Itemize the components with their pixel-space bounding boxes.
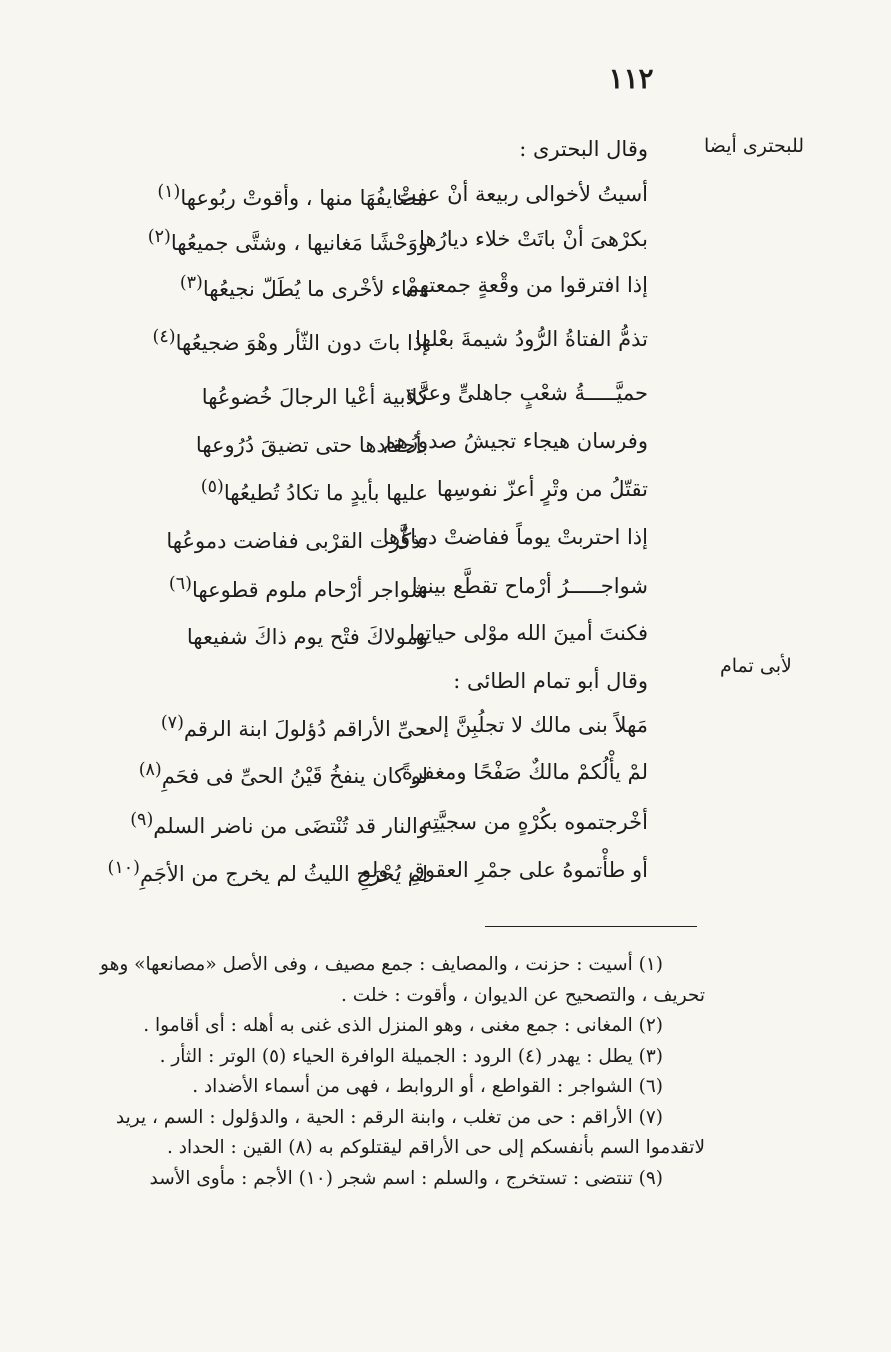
footnote-marker: (٤) xyxy=(152,327,176,347)
verse-second-hemistich: شواجر أرْحام ملوم قطوعها$^{(٦)}$ xyxy=(168,574,428,602)
verse-second-hemistich: والنار قد تُنْتضَى من ناضر السلم$^{(٩)}$ xyxy=(130,810,428,838)
verse-first-hemistich: تقتّلُ من وتْرٍ أعزّ نفوسِها xyxy=(436,477,648,501)
footnote-marker: (٩) xyxy=(130,810,154,830)
verse-second-hemistich: دماء لأخْرى ما يُطَلّ نجيعُها$^{(٣)}$ xyxy=(179,273,428,301)
verse-first-hemistich: حميَّـــــةُ شعْبٍ جاهلىٍّ وعزَّة xyxy=(405,381,648,405)
verse-line xyxy=(0,381,891,421)
footnote-marker: (٢) xyxy=(147,227,171,247)
verse-second-hemistich: عليها بأيدٍ ما تكادُ تُطيعُها$^{(٥)}$ xyxy=(200,477,428,505)
verse-line xyxy=(0,858,891,898)
verse-line xyxy=(0,429,891,469)
verse-second-hemistich: بأحقادها حتى تضيقَ دُرُوعها xyxy=(195,433,428,457)
side-note-abu-tammam: لأبى تمام xyxy=(720,655,792,677)
verse-line xyxy=(0,713,891,753)
verse-second-hemistich: إذا باتَ دون الثّأر وهْوَ ضجيعُها$^{(٤)}$ xyxy=(152,327,428,355)
footnote-line: (٧) الأراقم : حى من تغلب ، وابنة الرقم : الحية ، والدؤلول : السم ، يريد xyxy=(115,1106,663,1128)
verse-line xyxy=(0,477,891,517)
intro-buhturi: وقال البحترى : xyxy=(519,137,648,161)
verse-second-hemistich: لو كان ينفخُ قَيْنُ الحىِّ فى فحَمِ$^{(٨)}$ xyxy=(138,760,428,788)
verse-first-hemistich: إذا احتربتْ يوماً ففاضتْ دماؤُها xyxy=(382,525,648,549)
page-number: ١١٢ xyxy=(608,62,654,95)
verse-first-hemistich: لمْ يأْلُكمْ مالكٌ صَفْحًا ومغفرةً xyxy=(401,760,648,784)
footnote-line: (٩) تنتضى : تستخرج ، والسلم : اسم شجر (١٠) الأجم : مأوى الأسد xyxy=(149,1167,663,1189)
verse-second-hemistich: ووَحْشًا مَغانيها ، وشتَّى جميعُها$^{(٢)}$ xyxy=(147,227,428,255)
footnotes xyxy=(60,950,705,1194)
verse-second-hemistich: تذكَّرت القرْبى ففاضت دموعُها xyxy=(166,529,428,553)
footnote-line: لاتقدموا السم بأنفسكم إلى حى الأراقم ليقتلوكم به (٨) القين : الحداد . xyxy=(167,1137,705,1158)
verse-line xyxy=(0,574,891,614)
verse-first-hemistich: بكرْهىَ أنْ باتَتْ خلاء ديارُها xyxy=(419,227,648,251)
footnote-line: تحريف ، والتصحيح عن الديوان ، وأقوت : خلت . xyxy=(340,984,705,1006)
verse-second-hemistich: لم يُحْرَجِ الليثُ لم يخرج من الأجَمِ$^{(١٠)}$ xyxy=(107,858,428,886)
footnote-marker: (٧) xyxy=(160,713,184,733)
verse-second-hemistich: ومولاكَ فتْح يوم ذاكَ شفيعها xyxy=(186,625,428,649)
verse-line xyxy=(0,327,891,367)
verse-line xyxy=(0,182,891,222)
intro-abu-tammam: وقال أبو تمام الطائى : xyxy=(453,669,648,693)
verse-line xyxy=(0,810,891,850)
verse-line xyxy=(0,760,891,800)
verse-second-hemistich: مَصَايفُهَا منها ، وأقوتْ ربُوعها$^{(١)}$ xyxy=(157,182,428,210)
verse-first-hemistich: إذا افترقوا من وقْعةٍ جمعتهمْ xyxy=(405,273,648,297)
footnote-marker: (٦) xyxy=(168,574,192,594)
verse-first-hemistich: تذمُّ الفتاةُ الرُّودُ شيمةَ بعْلها xyxy=(415,327,648,351)
footnote-marker: (٨) xyxy=(138,760,162,780)
verse-first-hemistich: فكنتَ أمينَ الله موْلى حياتِها xyxy=(409,621,648,645)
verse-second-hemistich: حىِّ الأراقم دُؤلولَ ابنة الرقم$^{(٧)}$ xyxy=(160,713,428,741)
footnote-divider xyxy=(485,926,697,927)
footnote-line: (٣) يطل : يهدر (٤) الرود : الجميلة الوافرة الحياء (٥) الوتر : الثأر . xyxy=(159,1045,663,1067)
footnote-marker: (٣) xyxy=(179,273,203,293)
footnote-marker: (١٠) xyxy=(107,858,140,878)
footnote-line: (١) أسيت : حزنت ، والمصايف : جمع مصيف ، وفى الأصل «مصانعها» وهو xyxy=(100,954,663,975)
verse-first-hemistich: أسيتُ لأخوالى ربيعة أنْ عفتْ xyxy=(396,182,648,206)
verse-line xyxy=(0,227,891,267)
side-note-buhturi: للبحترى أيضا xyxy=(704,135,805,157)
footnote-marker: (٥) xyxy=(200,477,224,497)
footnote-marker: (١) xyxy=(157,182,181,202)
verse-line xyxy=(0,273,891,313)
footnote-line: (٢) المغانى : جمع مغنى ، وهو المنزل الذى غنى به أهله : أى أقاموا . xyxy=(143,1015,663,1036)
verse-first-hemistich: شواجـــــرُ أرْماح تقطَّع بينها xyxy=(411,574,648,598)
verse-line xyxy=(0,525,891,565)
footnote-line: (٦) الشواجر : القواطع ، أو الروابط ، فهى من أسماء الأضداد . xyxy=(192,1076,663,1097)
verse-first-hemistich: أو طأْتموهُ على جمْرِ العقوقِ ، ولو xyxy=(361,858,648,882)
verse-first-hemistich: أخْرجتموه بكُرْهٍ من سجيَّتِه xyxy=(421,810,648,834)
verse-second-hemistich: كلابية أعْيا الرجالَ خُضوعُها xyxy=(201,385,428,409)
verse-first-hemistich: وفرسان هيجاء تجيشُ صدورُهم xyxy=(382,429,648,453)
verse-first-hemistich: مَهلاً بنى مالك لا تجلُبِنَّ إلى xyxy=(419,713,648,737)
